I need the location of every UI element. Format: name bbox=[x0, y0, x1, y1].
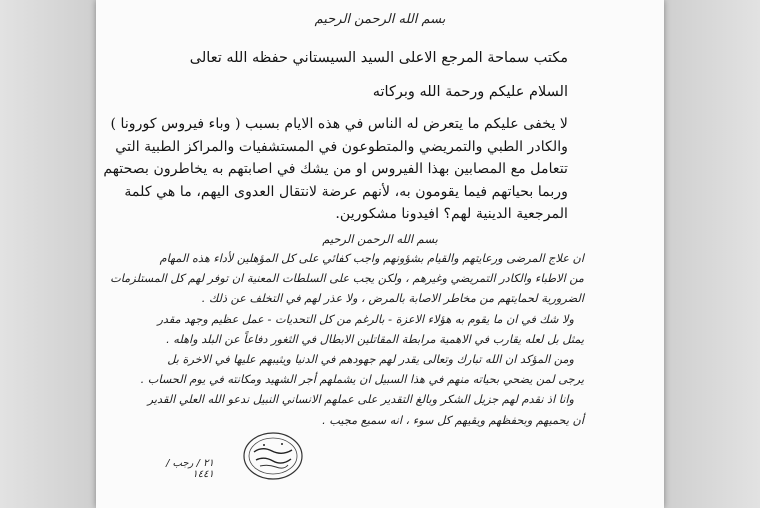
answer-line: من الاطباء والكادر التمريضي وغيرهم ، ولكن يجب على السلطات المعنية ان توفر لهم كل المستلزمات bbox=[110, 272, 584, 286]
answer-line: وانا اذ نقدم لهم جزيل الشكر وبالغ التقدير على عملهم الانساني النبيل ندعو الله العلي القدير bbox=[147, 393, 574, 407]
greeting-line: السلام عليكم ورحمة الله وبركاته bbox=[372, 84, 568, 100]
header-basmala: بسم الله الرحمن الرحيم bbox=[314, 12, 446, 27]
right-background-panel bbox=[664, 0, 760, 508]
addressee-line: مكتب سماحة المرجع الاعلى السيد السيستاني حفظه الله تعالى bbox=[189, 50, 568, 66]
answer-line: ومن المؤكد ان الله تبارك وتعالى يقدر لهم جهودهم في الدنيا ويثيبهم عليها في الاخرة بل bbox=[167, 353, 574, 367]
question-line: لا يخفى عليكم ما يتعرض له الناس في هذه الايام بسبب ( وباء فيروس كورونا ) bbox=[110, 116, 568, 132]
answer-line: الضرورية لحمايتهم من مخاطر الاصابة بالمرض ، ولا عذر لهم في التخلف عن ذلك . bbox=[201, 292, 584, 306]
left-background-panel bbox=[0, 0, 96, 508]
document-page bbox=[96, 0, 664, 508]
question-line: وربما بحياتهم فيما يقومون به، لأنهم عرضة لانتقال العدوى اليهم، ما هي كلمة bbox=[124, 183, 568, 200]
question-line: المرجعية الدينية لهم؟ افيدونا مشكورين. bbox=[335, 206, 568, 222]
question-line: تتعامل مع المصابين بهذا الفيروس او من يشك في اصابتهم به يخاطرون بصحتهم bbox=[103, 161, 568, 177]
date-line-year: ١٤٤١ bbox=[192, 469, 214, 480]
answer-basmala: بسم الله الرحمن الرحيم bbox=[322, 232, 438, 246]
answer-line: أن يحميهم وبحفظهم ويقيهم كل سوء ، انه سميع مجيب . bbox=[322, 413, 584, 427]
answer-paragraph bbox=[110, 249, 584, 431]
date-stamp bbox=[166, 458, 214, 480]
answer-line: يمثل بل لعله يقارب في الاهمية مرابطة المقاتلين الابطال في الثغور دفاعاً عن البلد واهله . bbox=[166, 332, 584, 346]
office-seal-stamp bbox=[242, 430, 304, 482]
answer-line: ولا شك في ان ما يقوم به هؤلاء الاعزة - بالرغم من كل التحديات - عمل عظيم وجهد مقدر bbox=[157, 312, 574, 326]
question-line: والكادر الطبي والتمريضي والمتطوعون في المستشفيات والمراكز الطبية التي bbox=[115, 138, 568, 155]
answer-line: يرجى لمن يضحي بحياته منهم في هذا السبيل ان يشملهم أجر الشهيد ومكانته في يوم الحساب . bbox=[140, 373, 584, 387]
answer-line: ان علاج المرضى ورعايتهم والقيام بشؤونهم واجب كفائي على كل المؤهلين لأداء هذه المهام bbox=[159, 252, 584, 265]
date-line-day: ٢١ / رجب / bbox=[166, 458, 214, 469]
question-paragraph bbox=[103, 113, 568, 226]
